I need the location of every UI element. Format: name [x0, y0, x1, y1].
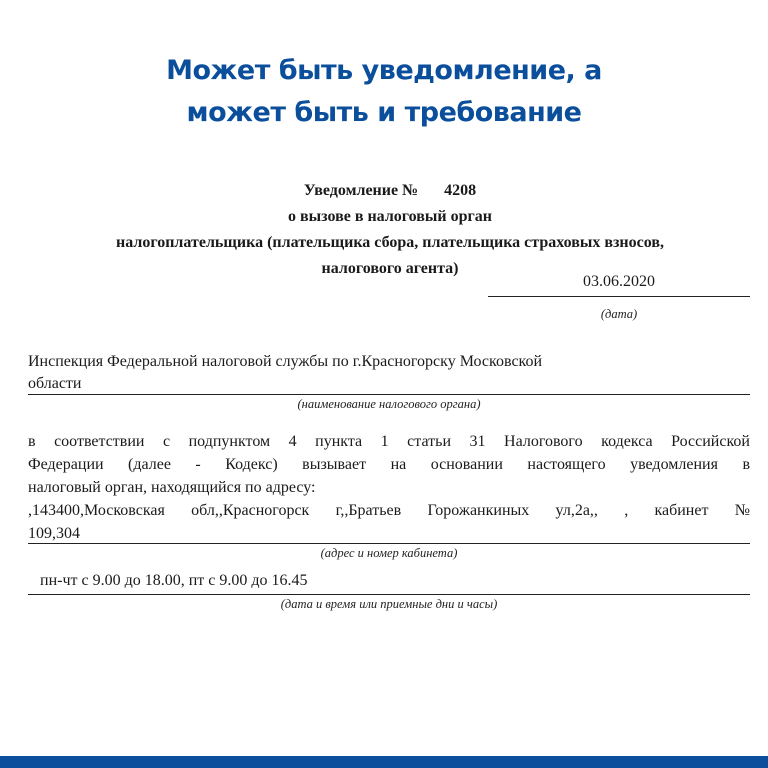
document-title [60, 178, 720, 282]
date-caption: (дата) [600, 307, 638, 321]
title-line-2: о вызове в налоговый орган [288, 208, 492, 225]
address-caption: (адрес и номер кабинета) [320, 546, 458, 560]
date-underline [488, 296, 750, 297]
headline-line-1: Может быть уведомление, а [166, 55, 602, 86]
body-line-1: в соответствии с подпунктом 4 пункта 1 статьи 31 Налогового кодекса Российской [28, 433, 750, 450]
address-line-1: ,143400,Московская обл,,Красногорск г,,Братьев Горожанкиных ул,2а,, , кабинет № [28, 502, 750, 519]
inspection-line-1: Инспекция Федеральной налоговой службы по г.Красногорску Московской [28, 353, 543, 370]
notice-body [28, 430, 750, 545]
reception-hours: пн-чт с 9.00 до 18.00, пт с 9.00 до 16.45 [40, 572, 308, 589]
inspection-line-2: области [28, 375, 82, 392]
inspection-name [28, 351, 750, 395]
address-line-2: 109,304 [28, 525, 80, 542]
address-underline [28, 543, 750, 544]
title-notice-label: Уведомление № [303, 182, 419, 199]
title-line-4: налогового агента) [321, 260, 459, 277]
bottom-accent-bar [0, 756, 768, 768]
hours-caption: (дата и время или приемные дни и часы) [280, 597, 498, 611]
headline-line-2: может быть и требование [186, 97, 582, 128]
inspection-caption: (наименование налогового органа) [297, 397, 481, 411]
notice-date: 03.06.2020 [583, 273, 655, 290]
title-line-3: налогоплательщика (плательщика сбора, плательщика страховых взносов, [116, 234, 664, 251]
notice-number: 4208 [444, 182, 477, 199]
headline [0, 50, 768, 134]
body-line-3: налоговый орган, находящийся по адресу: [28, 479, 316, 496]
body-line-2: Федерации (далее - Кодекс) вызывает на основании настоящего уведомления в [28, 456, 750, 473]
inspection-underline [28, 394, 750, 395]
hours-underline [28, 594, 750, 595]
